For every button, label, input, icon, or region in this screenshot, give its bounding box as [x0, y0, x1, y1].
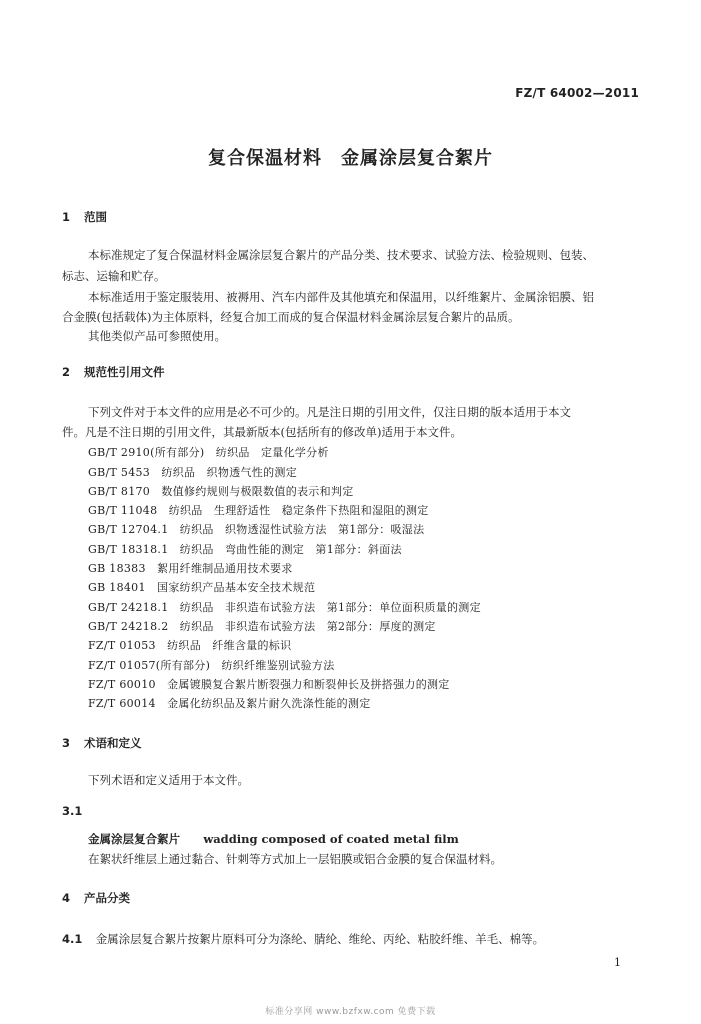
footer-watermark: 标准分享网 www.bzfxw.com 免费下载 [265, 1007, 436, 1017]
section-number: 1 [62, 210, 71, 224]
paragraph-line: 下列术语和定义适用于本文件。 [88, 773, 249, 787]
section-2-heading [62, 364, 165, 380]
reference-item: GB/T 12704.1 纺织品 织物透湿性试验方法 第1部分：吸湿法 [88, 523, 425, 536]
section-number: 3 [62, 736, 71, 750]
reference-item: FZ/T 60010 金属镀膜复合絮片断裂强力和断裂伸长及拼搭强力的测定 [88, 678, 450, 691]
paragraph-line: 其他类似产品可参照使用。 [88, 329, 226, 343]
document-title: 复合保温材料 金属涂层复合絮片 [208, 148, 493, 169]
page-number: 1 [614, 956, 621, 969]
reference-item: GB/T 24218.2 纺织品 非织造布试验方法 第2部分：厚度的测定 [88, 620, 436, 633]
reference-item: FZ/T 01053 纺织品 纤维含量的标识 [88, 639, 292, 652]
reference-item: GB 18383 絮用纤维制品通用技术要求 [88, 562, 293, 575]
reference-item: GB 18401 国家纺织产品基本安全技术规范 [88, 581, 316, 594]
section-1-heading [62, 209, 107, 225]
reference-item: GB/T 5453 纺织品 织物透气性的测定 [88, 466, 298, 479]
reference-item: GB/T 18318.1 纺织品 弯曲性能的测定 第1部分：斜面法 [88, 543, 402, 556]
paragraph-line: 本标准适用于鉴定服装用、被褥用、汽车内部件及其他填充和保温用，以纤维絮片、金属涂铝膜、铝 [88, 290, 594, 304]
document-number: FZ/T 64002—2011 [515, 86, 639, 100]
section-number: 4 [62, 891, 71, 905]
section-4-heading [62, 890, 130, 906]
paragraph-line: 标志、运输和贮存。 [62, 269, 166, 283]
reference-item: GB/T 24218.1 纺织品 非织造布试验方法 第1部分：单位面积质量的测定 [88, 601, 481, 614]
section-title: 术语和定义 [84, 736, 142, 750]
reference-item: FZ/T 60014 金属化纺织品及絮片耐久洗涤性能的测定 [88, 697, 371, 710]
section-title: 产品分类 [84, 891, 130, 905]
section-number: 2 [62, 365, 71, 379]
section-title: 规范性引用文件 [84, 365, 165, 379]
term-chinese: 金属涂层复合絮片 [88, 832, 180, 846]
subsection-number: 3.1 [62, 804, 83, 818]
term-definition: 在絮状纤维层上通过黏合、针刺等方式加上一层铝膜或铝合金膜的复合保温材料。 [88, 852, 502, 866]
reference-item: GB/T 11048 纺织品 生理舒适性 稳定条件下热阻和湿阻的测定 [88, 504, 429, 517]
reference-item: GB/T 2910(所有部分) 纺织品 定量化学分析 [88, 446, 329, 459]
section-title: 范围 [84, 210, 107, 224]
reference-item: FZ/T 01057(所有部分) 纺织纤维鉴别试验方法 [88, 659, 335, 672]
paragraph-line: 下列文件对于本文件的应用是必不可少的。凡是注日期的引用文件，仅注日期的版本适用于本文 [88, 405, 571, 419]
paragraph-text: 金属涂层复合絮片按絮片原料可分为涤纶、腈纶、维纶、丙纶、粘胶纤维、羊毛、棉等。 [95, 932, 545, 946]
subsection-4-1 [62, 929, 544, 949]
paragraph-line: 合金膜(包括载体)为主体原料，经复合加工而成的复合保温材料金属涂层复合絮片的品质。 [62, 310, 520, 324]
paragraph-line: 本标准规定了复合保温材料金属涂层复合絮片的产品分类、技术要求、试验方法、检验规则、包装、 [88, 248, 594, 262]
reference-item: GB/T 8170 数值修约规则与极限数值的表示和判定 [88, 485, 354, 498]
term-english: wadding composed of coated metal film [203, 832, 459, 846]
paragraph-line: 件。凡是不注日期的引用文件，其最新版本(包括所有的修改单)适用于本文件。 [62, 425, 462, 439]
subsection-number: 4.1 [62, 932, 83, 946]
section-3-heading [62, 735, 142, 751]
term-entry [88, 829, 459, 849]
